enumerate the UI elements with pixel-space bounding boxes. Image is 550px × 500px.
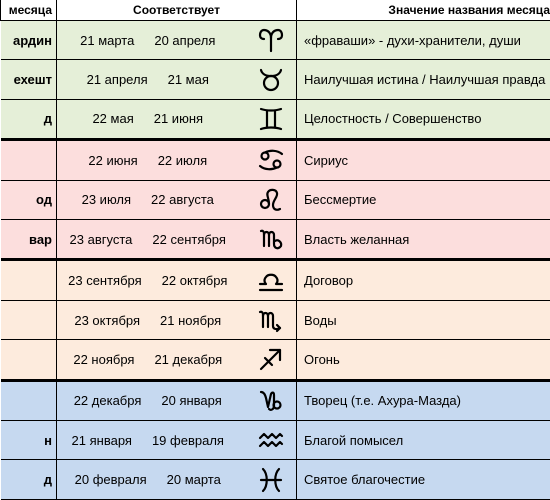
date-range <box>57 340 247 380</box>
table-row <box>1 60 550 99</box>
date-range <box>57 421 247 460</box>
meaning-text: Воды <box>297 300 550 339</box>
table-row <box>1 140 550 180</box>
taurus-icon <box>247 60 297 99</box>
date-from: 23 октября <box>74 312 141 328</box>
date-to: 20 марта <box>166 472 221 488</box>
date-to: 21 июня <box>153 111 204 127</box>
scorpio-icon <box>247 300 297 339</box>
table-row <box>1 460 550 500</box>
aries-icon <box>247 21 297 60</box>
month-name <box>1 140 57 180</box>
date-from: 23 июля <box>81 192 132 208</box>
sagittarius-icon <box>247 340 297 380</box>
date-to: 20 апреля <box>154 32 216 48</box>
header-meaning: Значение названия месяца <box>297 0 550 21</box>
table-row <box>1 340 550 380</box>
table-row <box>1 99 550 139</box>
date-to: 22 октября <box>161 273 228 289</box>
month-name <box>1 340 57 380</box>
meaning-text: Власть желанная <box>297 220 550 260</box>
libra-icon <box>247 260 297 300</box>
date-range <box>57 220 247 260</box>
date-range <box>57 380 247 420</box>
date-to: 20 января <box>161 393 222 409</box>
virgo-icon <box>247 220 297 260</box>
table-row <box>1 300 550 339</box>
date-to: 21 ноября <box>160 312 222 328</box>
month-name <box>1 380 57 420</box>
header-row <box>1 0 550 21</box>
date-from: 22 ноября <box>73 351 135 367</box>
month-name: ардин <box>1 21 57 60</box>
date-from: 23 сентября <box>68 273 142 289</box>
date-to: 21 мая <box>167 72 209 88</box>
capricorn-icon <box>247 380 297 420</box>
date-to: 19 февраля <box>151 432 224 448</box>
date-range <box>57 140 247 180</box>
date-range <box>57 460 247 500</box>
table-row <box>1 21 550 60</box>
date-from: 20 февраля <box>74 472 147 488</box>
meaning-text: Благой помысел <box>297 421 550 460</box>
month-name <box>1 300 57 339</box>
meaning-text: Договор <box>297 260 550 300</box>
date-to: 22 августа <box>151 192 214 208</box>
month-name: н <box>1 421 57 460</box>
table-row <box>1 421 550 460</box>
date-range <box>57 21 247 60</box>
date-range <box>57 99 247 139</box>
date-from: 21 апреля <box>86 72 148 88</box>
month-name: вар <box>1 220 57 260</box>
month-name <box>1 260 57 300</box>
header-corresponds: Соответствует <box>57 0 297 21</box>
header-month-name: месяца <box>1 0 57 21</box>
table-row <box>1 220 550 260</box>
date-to: 22 сентября <box>152 231 226 247</box>
month-name: од <box>1 180 57 219</box>
month-name: д <box>1 460 57 500</box>
table-row <box>1 380 550 420</box>
gemini-icon <box>247 99 297 139</box>
cancer-icon <box>247 140 297 180</box>
leo-icon <box>247 180 297 219</box>
date-to: 22 июля <box>157 152 208 168</box>
table-row <box>1 260 550 300</box>
meaning-text: Святое благочестие <box>297 460 550 500</box>
date-from: 22 июня <box>88 152 138 168</box>
table-row <box>1 180 550 219</box>
meaning-text: Творец (т.е. Ахура-Мазда) <box>297 380 550 420</box>
date-range <box>57 60 247 99</box>
date-from: 21 марта <box>80 32 135 48</box>
date-range <box>57 260 247 300</box>
date-from: 23 августа <box>69 231 133 247</box>
month-name: ехешт <box>1 60 57 99</box>
month-name: д <box>1 99 57 139</box>
date-range <box>57 180 247 219</box>
date-from: 21 января <box>71 432 132 448</box>
meaning-text: Целостность / Совершенство <box>297 99 550 139</box>
aquarius-icon <box>247 421 297 460</box>
meaning-text: «фраваши» - духи-хранители, души <box>297 21 550 60</box>
pisces-icon <box>247 460 297 500</box>
meaning-text: Сириус <box>297 140 550 180</box>
meaning-text: Огонь <box>297 340 550 380</box>
meaning-text: Наилучшая истина / Наилучшая правда <box>297 60 550 99</box>
meaning-text: Бессмертие <box>297 180 550 219</box>
date-to: 21 декабря <box>154 351 223 367</box>
date-from: 22 мая <box>92 111 134 127</box>
date-from: 22 декабря <box>73 393 142 409</box>
date-range <box>57 300 247 339</box>
